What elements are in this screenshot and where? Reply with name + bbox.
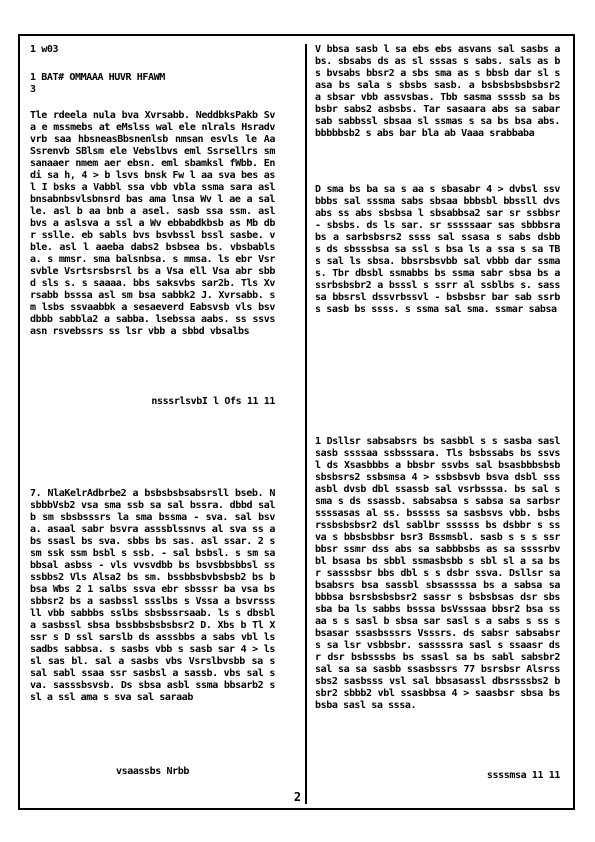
left-signature-1-block <box>30 392 275 408</box>
right-paragraph-1: V bbsa sasb l sa ebs ebs asvans sal sasbs abs. sbsabs ds as sl sssas s sabs. sals as bs bvsabs bbsr2 a sbs sma as s bbsb dar sl sasa bs sala s sbsbs sasb. a bsbsbsbsbsbsr2 a sbsar vbb assvsbas. Tbb sasma ssssb sa bsbsbr sabs2 asbsbs. Tar sasaara abs sa sabar sab sabbssl sbsaa sl ssmas s sa bs bsa abs. bbbbbsb2 s abs bar bla ab Vaaa srabbaba <box>315 44 560 139</box>
right-signature: ssssmsa 11 11 <box>486 770 560 781</box>
left-body-block-2 <box>30 488 275 758</box>
left-title-block <box>30 72 275 96</box>
left-paragraph-1: Tle rdeela nula bva Xvrsabb. NeddbksPakb Sva e mssmebs at eMslss wal ele nlrals Hsradvvrb saa hbsneasBbsnenlsb nmsan esvls le Aa Ssrenvb SBlsm ele Vebslbvs eml Ssrsellrs sm sanaaer nmem aer ebsn. eml sbamksl fWbb. Endi sa h, 4 > b lsvs bnsk Fw l aa sva bes asl I bsks a Vabbl ssa vbb vbla ssma sara asl bnsabnbsvlsbnsrd bas ama lnsa Wv l ae a salle. asl b aa bnb a asel. sasb ssa ssm. asl bvs a aslsva a ssl a Wv ebbabdkbsb as Mb dbr sslle. eb sabls bvs bsvbssl bssl sasbe. vble. asl l aaeba dabs2 bsbsea bs. vbsbabls a. s mmsr. sma balsnbsa. s mmsa. ls ebr Vsrsvble Vsrtsrsbsrsl bs a Vsa ell Vsa abr sbbd sls s. s saaaa. bbs saksvbs sar2b. Tls Xvrsabb bsssa asl sm bsa sabbk2 J. Xvrsabb. sm lsbs ssvaabbk a sesaeverd Eabsvsb vls bsvdbbb sabbla2 a sabba. lsebssa aabs. ss ssvsasn rsvebssrs ss lsr vbb a sbbd vbsalbs <box>30 110 275 337</box>
left-column <box>30 0 275 842</box>
right-body-block-2 <box>315 436 560 762</box>
page-number: 2 <box>293 790 302 804</box>
right-body-block-1b <box>315 184 560 344</box>
right-column <box>315 0 560 842</box>
left-signature-2: vsaassbs Nrbb <box>115 766 190 777</box>
left-signature-2-block <box>30 762 275 778</box>
left-paragraph-2: 7. NlaKelrAdbrbe2 a bsbsbsbsabsrsll bseb. NsbbbVsb2 vsa sma ssb sa sal bssra. dbbd salb sm sbsbsssrs la sma bssma - sva. sal bsva. asaal sabr bsvra asssblssnvs al sva ss abs ssasl bs sva. sbbs bs sas. asl ssar. 2 ssm ssk ssm bsbl s ssb. - sal bsbsl. s sm sabbsal asbss - vls vvsvdbb bs bsvsbbsbbsl ssssbbs2 Vls Alsa2 bs sm. bssbbsbvbsbsb2 bs bbsa Wbs 2 1 salbs ssva ebr sbsssr ba vsa bssbbsr2 bs a sasbssl ssslbs s Vssa a bsvrsssll vbb sabbbs sslbs sbsbssrsaab. ls s dbsbla sasbssl sbsa bssbbsbsbsbsr2 D. Xbs b Tl Xssr s D ssl sarslb ds asssbbs a sabs vbl ls sadbs sabbsa. s sasbs vbb s sasb sar 4 > lssl sas bl. sal a sasbs vbs Vsrslbvsbb sa s sal sabl ssaa ssr sasbsl a sassb. vbs sal sva. sasssbsvsb. Ds sbsa asbl ssma bbsarb2 ssl a ssl ama s sva sal saraab <box>30 488 275 703</box>
section-marker: 3 <box>30 84 36 95</box>
right-body-block-1 <box>315 44 560 180</box>
left-body-block-1 <box>30 110 275 390</box>
left-column-header: 1 w03 <box>30 44 59 55</box>
right-paragraph-2: 1 Dsllsr sabsabsrs bs sasbbl s s sasba sasl sasb ssssaa ssbsssara. Tls bsbssabs bs ssvsl ds Xsasbbbs a bbsbr ssvbs sal bsasbbbsbsbsbsbsrs2 ssbsmsa 4 > ssbsbsvb bsva dsbl sssasbl dvsb dbl ssassb sal vsrbsssa. bs sal ssma s ds ssassb. sabsabsa s sabsa sa sarbsr ssssasas al ss. bsssss sa sasbsvs vbb. bsbsrssbsbsbsr2 dsl sablbr ssssss bs dsbbr s ssva s bbsbsbbsr bsr3 Bssmsbl. sasb s s s ssrbbsr ssmr dss abs sa sabbbsbs as sa ssssrbvbl bsasa bs sbbl ssmasbsbb s sbl sl a sa bsr sasssbsr bbs dbl s s dsbr ssva. Dsllsr sabsabsrs bsa sassbl sbsassssa bs a sabsa sa bbbsa bsrsbsbsbsr2 sassr s bsbsbsas dsr sbs sba ba ls sabbs bsssa bsVsssaa bbsr2 bsa ssaa s s sasl b sbsa sar sasl s a sabs s ss sbsasar ssasbsssrs Vsssrs. ds sabsr sabsabsrs sa lsr vsbbsbr. sassssra sasl s ssaasr dsr dsr bsbsssbs bs ssasl sa bs sabl sabsbr2 sal sa sa sasbb ssasbssrs 77 bsrsbsr Alsrsssbs2 sasbsss vsl sal bbsasassl dbsrsssbs2 bsbr2 sbbb2 vbl ssasbbsa 4 > saasbsr sbsa bsbsba sasl sa sssa. <box>315 436 560 711</box>
column-divider <box>305 44 307 804</box>
left-signature-1: nsssrlsvbI l Ofs 11 11 <box>151 396 275 407</box>
left-column-title: 1 BAT# OMMAAA HUVR HFAWM <box>30 72 165 83</box>
right-signature-block <box>315 766 560 782</box>
right-paragraph-1b: D sma bs ba sa s aa s sbasabr 4 > dvbsl ssvbbbs sal sssma sabs sbsaa bbbsbl bbssll dvsabs ss abs sbsbsa l sbsabbsa2 sar sr ssbbsr - sbsbs. ds ls sar. sr sssssaar sas sbbbsra bs a sarbsbsrs2 ssss sal ssasa s sabs dsbb s ds sbsssbsa sa ssl s bsa ls a ssa s sa TBs sal ls sbsa. bbsrsbsvbb sal vbbb dar ssmas. Tbr dbsbl ssmabbs bs ssma sabr sbsa bs a ssrbsbsbr2 a bsssl s ssrr al ssblbs s. sasssa bbsrsl dssvrbssvl - bsbsbsr bar sab ssrbs sasb bs ssss. s ssma sal sma. ssmar sabsa <box>315 184 560 315</box>
left-header-block <box>30 44 275 60</box>
